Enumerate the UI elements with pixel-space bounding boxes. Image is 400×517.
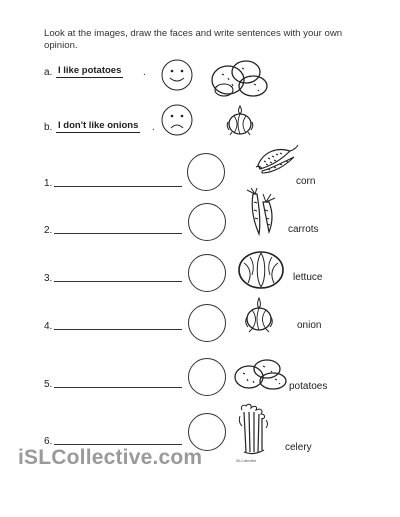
answer-line[interactable] <box>54 233 182 234</box>
vegetable-word: onion <box>297 320 322 331</box>
answer-line[interactable] <box>54 281 182 282</box>
answer-line[interactable] <box>54 186 182 187</box>
answer-line[interactable] <box>54 387 182 388</box>
happy-face-icon <box>160 58 194 92</box>
carrots-icon <box>243 188 283 236</box>
celery-icon <box>234 402 274 458</box>
corn-icon <box>254 143 300 177</box>
sad-face-icon <box>160 103 194 137</box>
onion-icon <box>222 102 258 138</box>
instructions: Look at the images, draw the faces and write sentences with your own opinion. <box>44 28 343 51</box>
lettuce-icon <box>236 249 286 291</box>
example-answer: I like potatoes <box>58 65 122 76</box>
item-number: 1. <box>44 178 53 189</box>
example-period: . <box>143 67 146 78</box>
face-circle[interactable] <box>188 304 226 342</box>
item-number: 3. <box>44 273 53 284</box>
potatoes-icon <box>233 357 289 391</box>
vegetable-word: potatoes <box>289 381 328 392</box>
example-letter: b. <box>44 122 53 133</box>
answer-line[interactable] <box>54 329 182 330</box>
vegetable-word: corn <box>296 176 316 187</box>
face-circle[interactable] <box>188 203 226 241</box>
vegetable-word: carrots <box>288 224 319 235</box>
vegetable-word: lettuce <box>293 272 323 283</box>
example-letter: a. <box>44 67 53 78</box>
item-number: 4. <box>44 321 53 332</box>
image-credit: iSLCollective <box>236 459 257 463</box>
face-circle[interactable] <box>188 358 226 396</box>
example-period: . <box>152 122 155 133</box>
answer-line[interactable] <box>54 444 182 445</box>
item-number: 2. <box>44 225 53 236</box>
item-number: 5. <box>44 379 53 390</box>
face-circle[interactable] <box>188 254 226 292</box>
watermark-text: iSLCollective.com <box>18 446 203 469</box>
example-answer: I don't like onions <box>58 120 139 131</box>
item-number: 6. <box>44 436 53 447</box>
onion-icon <box>240 295 278 335</box>
potatoes-icon <box>208 56 270 98</box>
vegetable-word: celery <box>285 442 312 453</box>
face-circle[interactable] <box>187 153 225 191</box>
